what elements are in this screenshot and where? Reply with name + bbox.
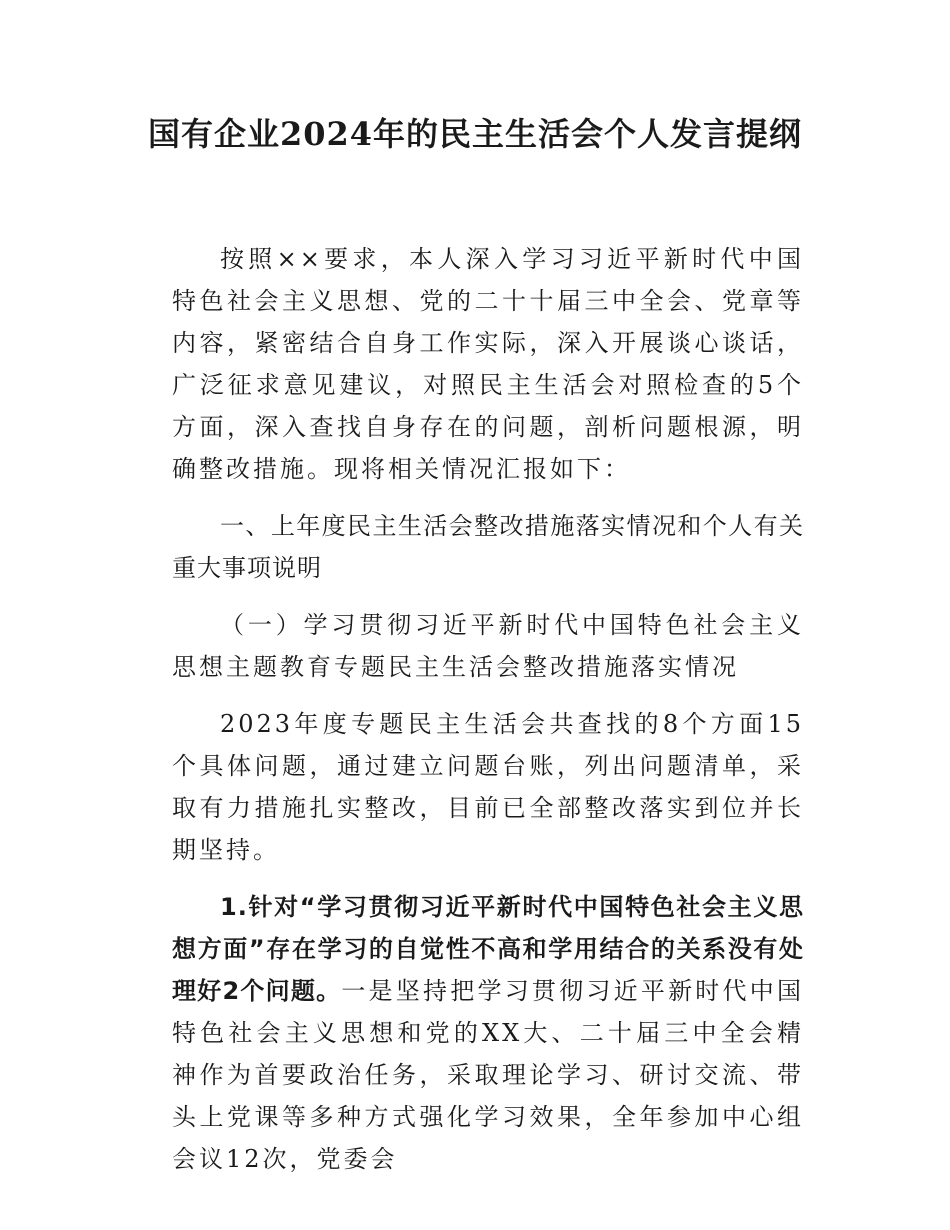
intro-paragraph: 按照××要求，本人深入学习习近平新时代中国特色社会主义思想、党的二十十届三中全会、党章等内容，紧密结合自身工作实际，深入开展谈心谈话，广泛征求意见建议，对照民主生活会对照检查的5个方面，深入查找自身存在的问题，剖析问题根源，明确整改措施。现将相关情况汇报如下： (172, 245, 804, 483)
section-heading: 一、上年度民主生活会整改措施落实情况和个人有关重大事项说明 (172, 512, 804, 582)
item-paragraph (172, 886, 804, 1180)
item-text: 一是坚持把学习贯彻习近平新时代中国特色社会主义思想和党的XX大、二十届三中全会精神作为首要政治任务，采取理论学习、研讨交流、带头上党课等多种方式强化学习效果，全年参加中心组会议12次，党委会 (172, 977, 804, 1173)
item-heading: 1.针对“学习贯彻习近平新时代中国特色社会主义思想方面”存在学习的自觉性不高和学用结合的关系没有处理好2个问题。 (172, 893, 804, 1005)
document-body (172, 238, 804, 1195)
summary-paragraph: 2023年度专题民主生活会共查找的8个方面15个具体问题，通过建立问题台账，列出问题清单，采取有力措施扎实整改，目前已全部整改落实到位并长期坚持。 (172, 710, 804, 864)
subsection-heading: （一）学习贯彻习近平新时代中国特色社会主义思想主题教育专题民主生活会整改措施落实情况 (172, 611, 804, 681)
document-title: 国有企业2024年的民主生活会个人发言提纲 (147, 115, 803, 153)
